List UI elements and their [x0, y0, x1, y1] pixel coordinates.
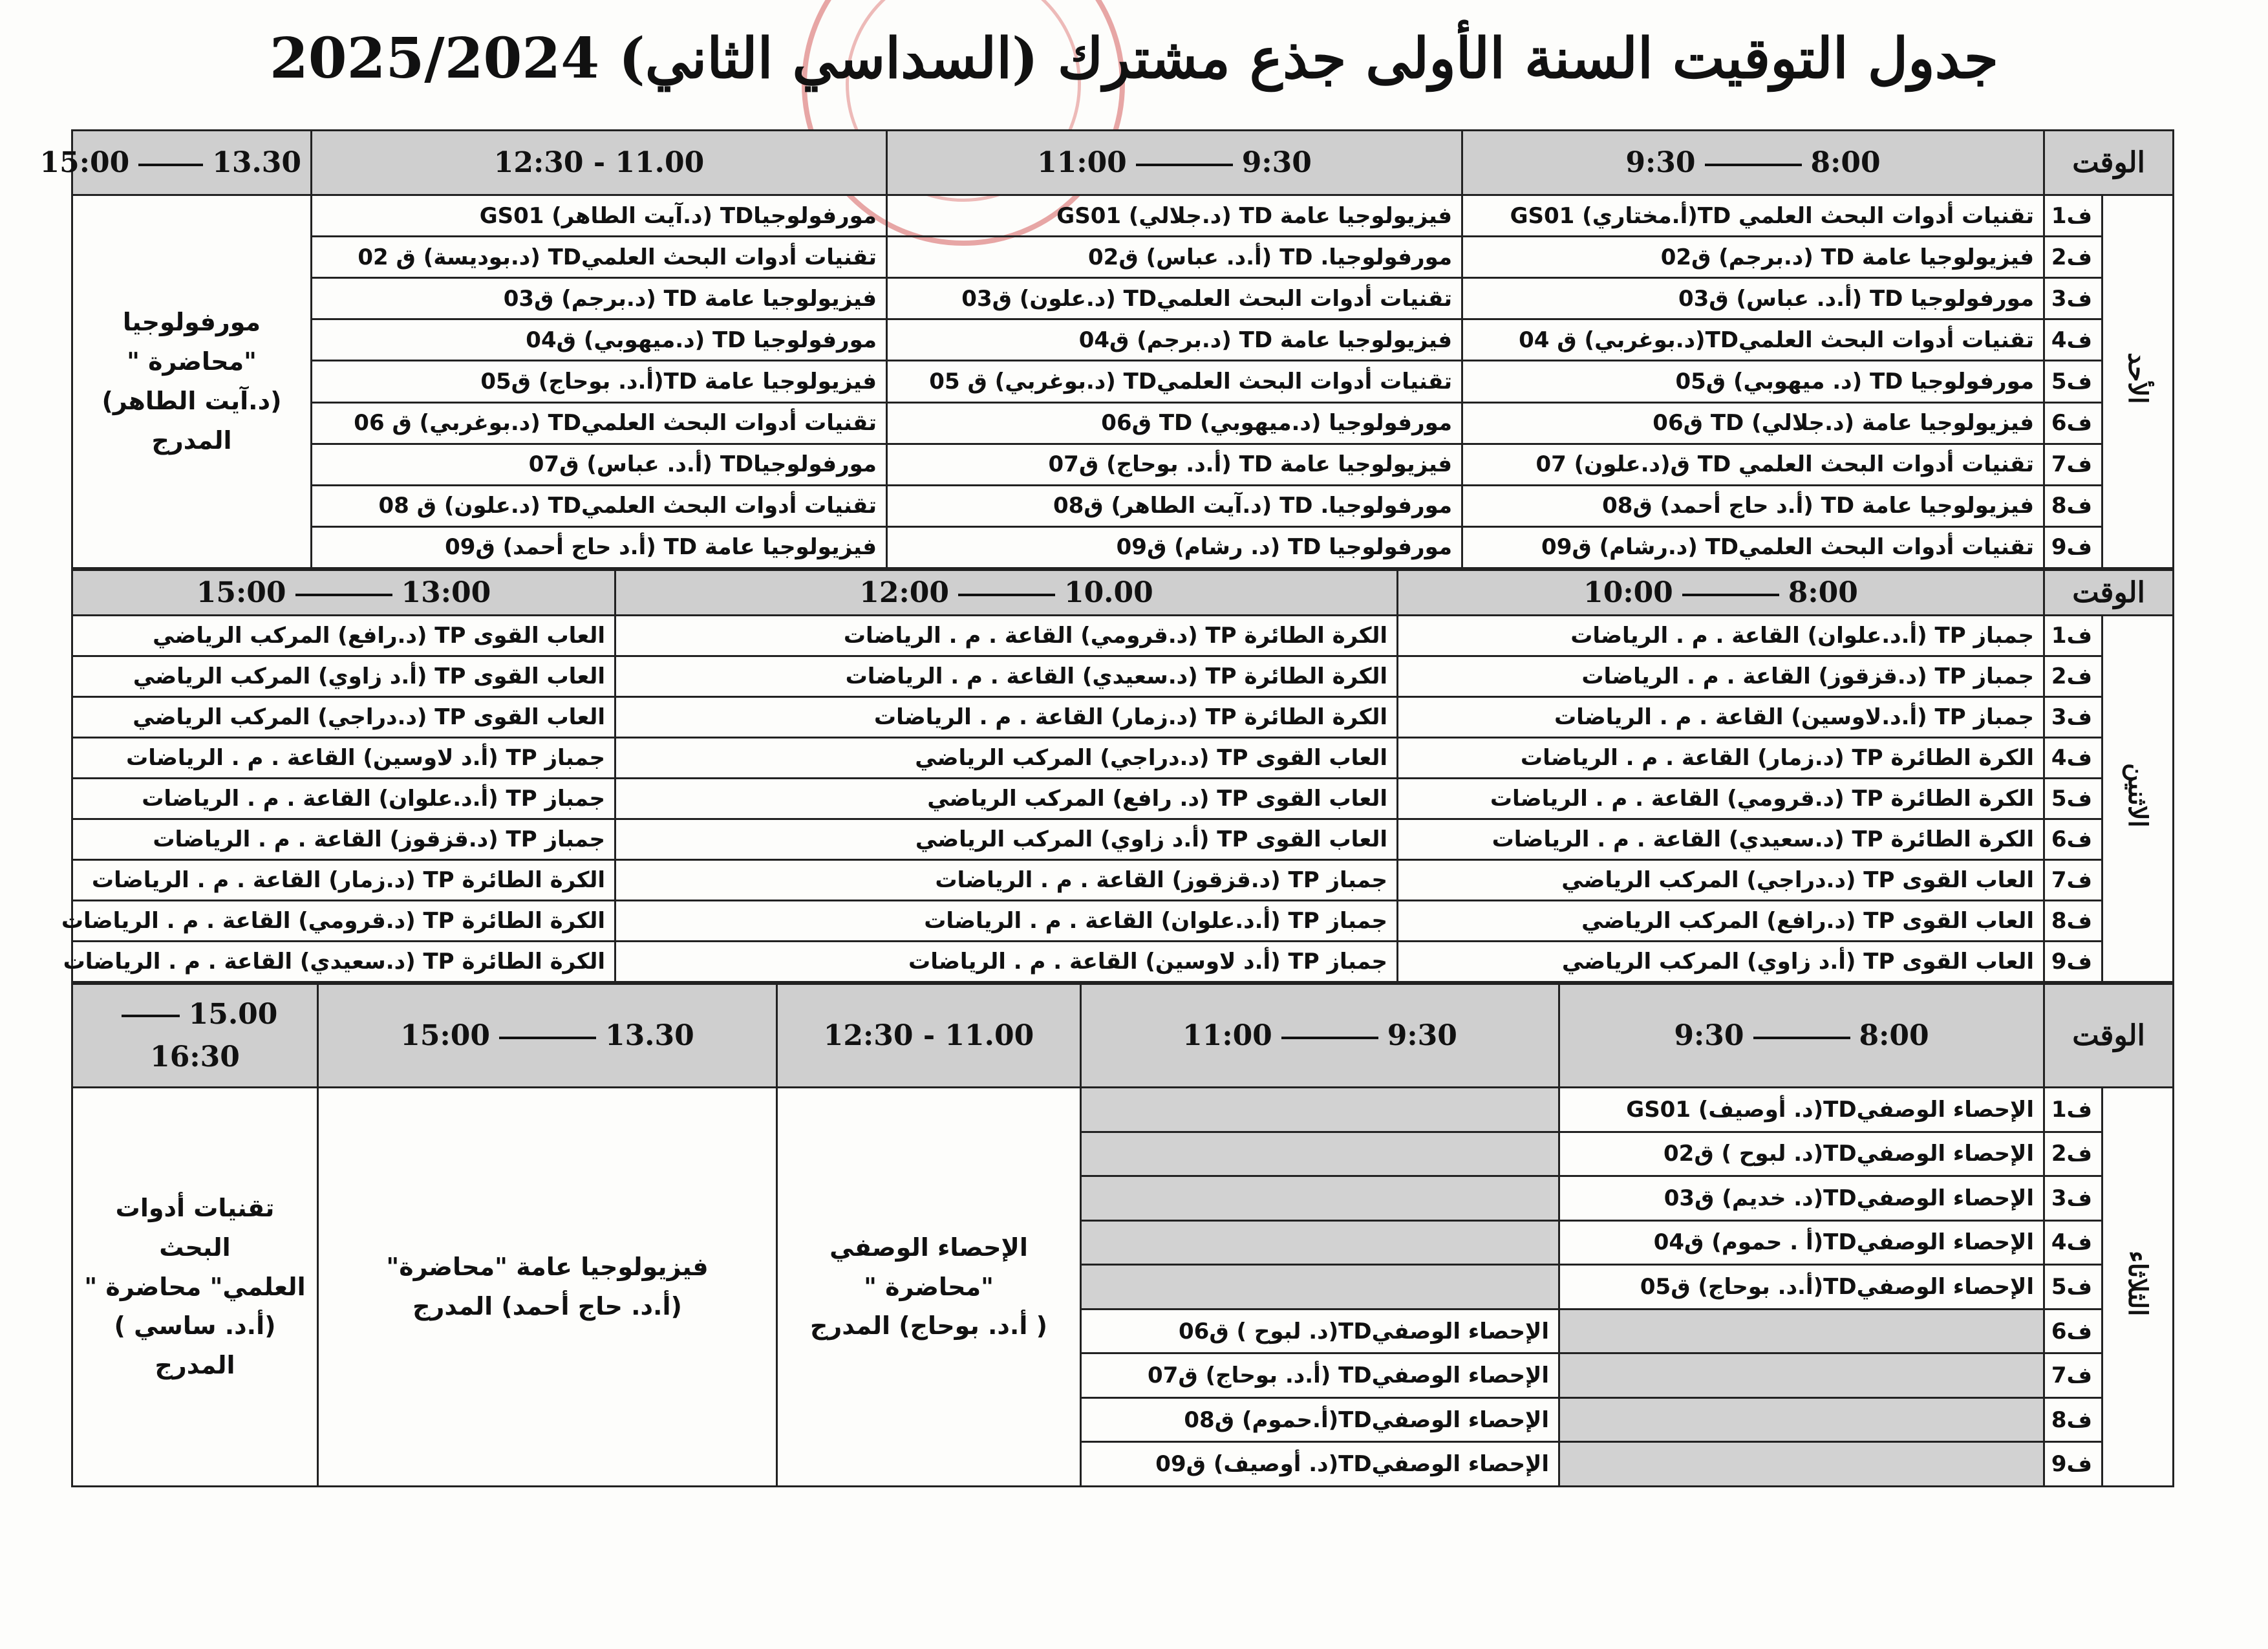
schedule-cell: العاب القوى TP (د.رافع) المركب الرياضي	[72, 616, 615, 656]
schedule-cell: الكرة الطائرة TP (د.قرومي) القاعة . م . الرياضات	[72, 901, 615, 942]
table-row	[72, 195, 2174, 237]
lecture-cell	[318, 1088, 777, 1487]
schedule-cell: العاب القوى TP (د.رافع) المركب الرياضي	[1398, 901, 2044, 942]
schedule-cell: جمباز TP (د.قزقوز) القاعة . م . الرياضات	[72, 819, 615, 860]
time-slot: 8:009:30	[1559, 984, 2044, 1088]
time-label: الوقت	[2044, 984, 2174, 1088]
group-label: ف4	[2044, 319, 2102, 361]
time-slot: 13.3015:00	[318, 984, 777, 1088]
schedule-cell: جمباز TP (د.قزقوز) القاعة . م . الرياضات	[1398, 656, 2044, 697]
schedule-cell: الكرة الطائرة TP (د.زمار) القاعة . م . الرياضات	[1398, 738, 2044, 779]
lecture-line: مورفولوجيا	[122, 308, 261, 337]
schedule-cell: جمباز TP (أ.د لاوسين) القاعة . م . الرياضات	[615, 942, 1398, 982]
group-label: ف9	[2044, 942, 2102, 982]
day-label: الأحد	[2102, 195, 2174, 568]
schedule-cell: العاب القوى TP (أ.د زاوي) المركب الرياضي	[1398, 942, 2044, 982]
schedule-cell: العاب القوى TP (د.دراجي) المركب الرياضي	[615, 738, 1398, 779]
day-label: الاثنين	[2102, 616, 2174, 982]
group-label: ف7	[2044, 860, 2102, 901]
time-end: 16:30	[150, 1040, 240, 1073]
table-row	[72, 779, 2174, 819]
group-label: ف7	[2044, 1353, 2102, 1398]
group-label: ف3	[2044, 697, 2102, 738]
table-row	[72, 860, 2174, 901]
group-label: ف1	[2044, 616, 2102, 656]
group-label: ف8	[2044, 485, 2102, 526]
time-slot: 9:3011:00	[1081, 984, 1559, 1088]
group-label: ف3	[2044, 1176, 2102, 1221]
empty-cell	[1081, 1088, 1559, 1132]
schedule-cell: فيزيولوجيا عامة TD (د.برجم) ق02	[1462, 237, 2044, 278]
group-label: ف5	[2044, 1265, 2102, 1310]
page-title: جدول التوقيت السنة الأولى جذع مشترك (السداسي الثاني) 2025/2024	[269, 26, 1999, 91]
schedule-cell: العاب القوى TP (د.دراجي) المركب الرياضي	[72, 697, 615, 738]
table-row	[72, 319, 2174, 361]
schedule-cell: مورفولوجيا TD (د. ميهوبي) ق05	[1462, 361, 2044, 402]
schedule-cell: تقنيات أدوات البحث العلميTD (د.بوديسة) ق 02	[312, 237, 887, 278]
lecture-line: "محاضرة "	[127, 347, 257, 376]
schedule-cell: تقنيات أدوات البحث العلميTD (د.بوغربي) ق 05	[887, 361, 1462, 402]
time-slot: 13.3015:00	[72, 131, 312, 195]
lecture-line: ( أ.د. بوحاج) المدرج	[810, 1311, 1047, 1341]
schedule-cell: فيزيولوجيا عامة TD (أ.د. بوحاج) ق07	[887, 444, 1462, 485]
schedule-cell: فيزيولوجيا عامة TD (د.برجم) ق03	[312, 278, 887, 319]
sunday-schedule	[39, 129, 2174, 569]
lecture-cell	[72, 1088, 318, 1487]
time-slot: 15.00 16:30	[72, 984, 318, 1088]
group-label: ف3	[2044, 278, 2102, 319]
lecture-line: "محاضرة "	[864, 1272, 994, 1301]
schedule-cell: مورفولوجيا. TD (د.آيت الطاهر) ق08	[887, 485, 1462, 526]
schedule-cell: تقنيات أدوات البحث العلمي TD(أ.مختاري) GS01	[1462, 195, 2044, 237]
schedule-cell: العاب القوى TP (د.دراجي) المركب الرياضي	[1398, 860, 2044, 901]
lecture-line: (د.آيت الطاهر) المدرج	[102, 387, 282, 455]
schedule-cell: فيزيولوجيا عامة TD (أ.د حاج أحمد) ق09	[312, 526, 887, 568]
time-slot: 13:0015:00	[72, 570, 615, 616]
lecture-line: تقنيات أدوات البحث	[115, 1194, 275, 1262]
empty-cell	[1559, 1309, 2044, 1353]
schedule-cell: العاب القوى TP (أ.د زاوي) المركب الرياضي	[615, 819, 1398, 860]
schedule-cell: مورفولوجيا TD (د.ميهوبي) ق04	[312, 319, 887, 361]
table-row	[72, 402, 2174, 444]
group-label: ف2	[2044, 656, 2102, 697]
table-row	[72, 901, 2174, 942]
schedule-cell: الكرة الطائرة TP (د.سعيدي) القاعة . م . الرياضات	[1398, 819, 2044, 860]
lecture-line: العلمي" محاضرة "	[84, 1272, 306, 1301]
schedule-cell: تقنيات أدوات البحث العلميTD (د.بوغربي) ق 06	[312, 402, 887, 444]
schedule-cell: الإحصاء الوصفيTD (أ.د. بوحاج) ق07	[1081, 1353, 1559, 1398]
empty-cell	[1559, 1442, 2044, 1487]
schedule-cell: الكرة الطائرة TP (د.سعيدي) القاعة . م . الرياضات	[615, 656, 1398, 697]
schedule-cell: الإحصاء الوصفيTD(أ . حموم) ق04	[1559, 1220, 2044, 1265]
lecture-line: (أ.د. حاج أحمد) المدرج	[412, 1292, 682, 1320]
table-row	[72, 819, 2174, 860]
schedule-cell: الإحصاء الوصفيTD(د. لبوح ) ق02	[1559, 1132, 2044, 1176]
schedule-cell: فيزيولوجيا عامة TD (د.جلالي) GS01	[887, 195, 1462, 237]
schedule-cell: فيزيولوجيا عامة TD(أ.د. بوحاج) ق05	[312, 361, 887, 402]
tuesday-schedule	[71, 983, 2174, 1487]
empty-cell	[1081, 1132, 1559, 1176]
time-slot: 11.00 - 12:30	[312, 131, 887, 195]
schedule-cell: الكرة الطائرة TP (د.زمار) القاعة . م . الرياضات	[72, 860, 615, 901]
time-slot: 9:3011:00	[887, 131, 1462, 195]
schedule-cell: مورفولوجيا. TD (أ.د. عباس) ق02	[887, 237, 1462, 278]
group-label: ف6	[2044, 402, 2102, 444]
schedule-cell: مورفولوجياTD (أ.د. عباس) ق07	[312, 444, 887, 485]
schedule-cell: الكرة الطائرة TP (د.قرومي) القاعة . م . الرياضات	[1398, 779, 2044, 819]
time-slot: 11.00 - 12:30	[777, 984, 1081, 1088]
schedule-cell: تقنيات أدوات البحث العلميTD (د.رشام) ق09	[1462, 526, 2044, 568]
schedule-cell: الإحصاء الوصفيTD(د. أوصيف) GS01	[1559, 1088, 2044, 1132]
day-label: الثلاثاء	[2102, 1088, 2174, 1487]
schedule-cell: جمباز TP (أ.د.علوان) القاعة . م . الرياضات	[1398, 616, 2044, 656]
time-slot: 8:0010:00	[1398, 570, 2044, 616]
schedule-cell: فيزيولوجيا عامة (د.جلالي) TD ق06	[1462, 402, 2044, 444]
lecture-line: فيزيولوجيا عامة "محاضرة"	[386, 1253, 709, 1282]
schedule-cell: جمباز TP (أ.د لاوسين) القاعة . م . الرياضات	[72, 738, 615, 779]
table-row	[72, 444, 2174, 485]
empty-cell	[1081, 1265, 1559, 1310]
empty-cell	[1081, 1220, 1559, 1265]
lecture-cell	[72, 195, 312, 568]
table-row	[72, 656, 2174, 697]
time-slot: 8:009:30	[1462, 131, 2044, 195]
schedule-cell: جمباز TP (د.قزقوز) القاعة . م . الرياضات	[615, 860, 1398, 901]
schedule-cell: العاب القوى TP (أ.د زاوي) المركب الرياضي	[72, 656, 615, 697]
schedule-cell: العاب القوى TP (د. رافع) المركب الرياضي	[615, 779, 1398, 819]
monday-schedule	[61, 569, 2174, 983]
group-label: ف7	[2044, 444, 2102, 485]
schedule-cell: فيزيولوجيا عامة TD (أ.د حاج أحمد) ق08	[1462, 485, 2044, 526]
group-label: ف1	[2044, 1088, 2102, 1132]
schedule-cell: الإحصاء الوصفيTD(أ.حموم) ق08	[1081, 1397, 1559, 1442]
schedule-cell: الكرة الطائرة TP (د.سعيدي) القاعة . م . الرياضات	[72, 942, 615, 982]
schedule-cell: تقنيات أدوات البحث العلميTD(د.بوغربي) ق 04	[1462, 319, 2044, 361]
table-row	[72, 738, 2174, 779]
schedule-cell: جمباز TP (أ.د.علوان) القاعة . م . الرياضات	[615, 901, 1398, 942]
table-row	[72, 278, 2174, 319]
group-label: ف1	[2044, 195, 2102, 237]
group-label: ف5	[2044, 779, 2102, 819]
group-label: ف4	[2044, 738, 2102, 779]
group-label: ف2	[2044, 237, 2102, 278]
table-row	[72, 485, 2174, 526]
lecture-line: الإحصاء الوصفي	[829, 1233, 1028, 1262]
group-label: ف9	[2044, 526, 2102, 568]
schedule-cell: فيزيولوجيا عامة TD (د.برجم) ق04	[887, 319, 1462, 361]
schedule-cell: الإحصاء الوصفيTD(د. لبوح ) ق06	[1081, 1309, 1559, 1353]
group-label: ف5	[2044, 361, 2102, 402]
empty-cell	[1559, 1397, 2044, 1442]
table-row	[72, 237, 2174, 278]
empty-cell	[1559, 1353, 2044, 1398]
table-row	[72, 1088, 2174, 1132]
table-row	[72, 942, 2174, 982]
time-label: الوقت	[2044, 570, 2174, 616]
lecture-cell	[777, 1088, 1081, 1487]
schedule-cell: مورفولوجيا TD (أ.د. عباس) ق03	[1462, 278, 2044, 319]
schedule-cell: تقنيات أدوات البحث العلميTD (د.علون) ق 08	[312, 485, 887, 526]
schedule-cell: مورفولوجيا (د.ميهوبي) TD ق06	[887, 402, 1462, 444]
schedule-cell: تقنيات أدوات البحث العلمي TD ق(د.علون) 07	[1462, 444, 2044, 485]
lecture-line: (أ.د. ساسي ) المدرج	[114, 1311, 276, 1380]
schedule-cell: مورفولوجياTD (د.آيت الطاهر) GS01	[312, 195, 887, 237]
table-row	[72, 697, 2174, 738]
table-row	[72, 526, 2174, 568]
schedule-cell: جمباز TP (أ.د.علوان) القاعة . م . الرياضات	[72, 779, 615, 819]
group-label: ف8	[2044, 1397, 2102, 1442]
schedule-cell: جمباز TP (أ.د.لاوسين) القاعة . م . الرياضات	[1398, 697, 2044, 738]
group-label: ف8	[2044, 901, 2102, 942]
table-row	[72, 616, 2174, 656]
schedule-cell: الكرة الطائرة TP (د.زمار) القاعة . م . الرياضات	[615, 697, 1398, 738]
group-label: ف6	[2044, 819, 2102, 860]
group-label: ف4	[2044, 1220, 2102, 1265]
time-label: الوقت	[2044, 131, 2174, 195]
time-slot: 10.0012:00	[615, 570, 1398, 616]
schedule-cell: الإحصاء الوصفيTD(أ.د. بوحاج) ق05	[1559, 1265, 2044, 1310]
group-label: ف9	[2044, 1442, 2102, 1487]
schedule-cell: الكرة الطائرة TP (د.قرومي) القاعة . م . الرياضات	[615, 616, 1398, 656]
table-row	[72, 361, 2174, 402]
schedule-cell: الإحصاء الوصفيTD(د. أوصيف) ق09	[1081, 1442, 1559, 1487]
group-label: ف6	[2044, 1309, 2102, 1353]
schedule-cell: الإحصاء الوصفيTD(د. خديم) ق03	[1559, 1176, 2044, 1221]
group-label: ف2	[2044, 1132, 2102, 1176]
schedule-cell: مورفولوجيا TD (د. رشام) ق09	[887, 526, 1462, 568]
empty-cell	[1081, 1176, 1559, 1221]
schedule-cell: تقنيات أدوات البحث العلميTD (د.علون) ق03	[887, 278, 1462, 319]
